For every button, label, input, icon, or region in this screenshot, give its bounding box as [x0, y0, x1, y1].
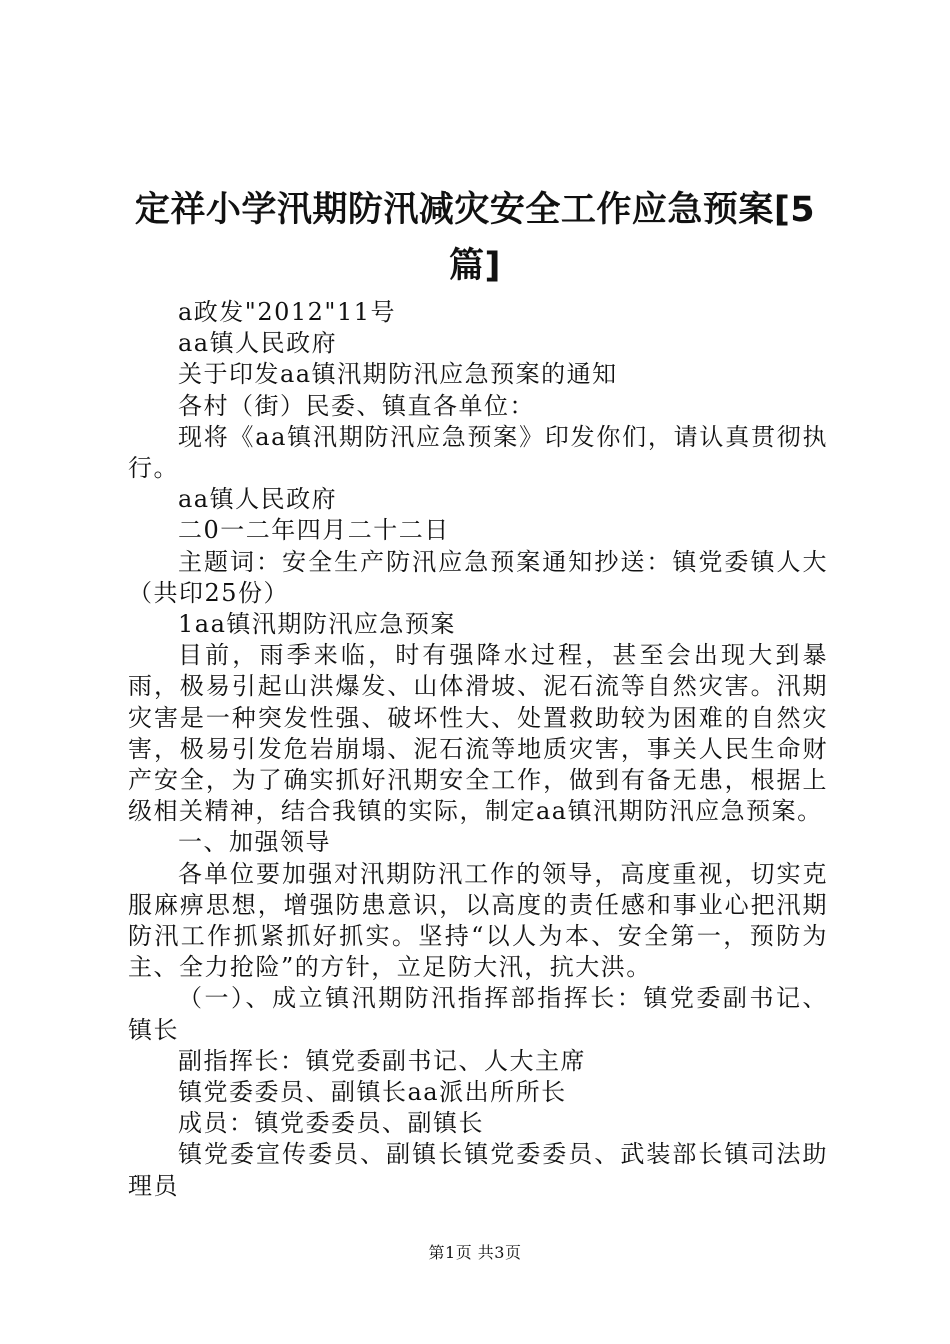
intro-paragraph: 目前，雨季来临，时有强降水过程，甚至会出现大到暴雨，极易引起山洪爆发、山体滑坡、泥石流等自然灾害。汛期灾害是一种突发性强、破坏性大、处置救助较为困难的自然灾害，极易引发危岩崩塌、泥石流等地质灾害，事关人民生命财产安全，为了确实抓好汛期安全工作，做到有备无患，根据上级相关精神，结合我镇的实际，制定aa镇汛期防汛应急预案。 [128, 641, 828, 826]
section-heading: 一、加强领导 [178, 828, 331, 857]
document-body [128, 297, 828, 1202]
doc-number-paragraph: a政发"2012"11号 [178, 298, 397, 326]
deputy-members-paragraph: 镇党委委员、副镇长aa派出所所长 [178, 1078, 567, 1107]
recipients-paragraph: 各村（街）民委、镇直各单位： [178, 391, 535, 420]
notice-body-paragraph: 现将《aa镇汛期防汛应急预案》印发你们，请认真贯彻执行。 [128, 422, 828, 483]
document-title: 定祥小学汛期防汛减灾安全工作应急预案[5篇] [134, 190, 816, 286]
keywords-paragraph: 主题词：安全生产防汛应急预案通知抄送：镇党委镇人大（共印25份） [128, 547, 828, 607]
leadership-paragraph: 各单位要加强对汛期防汛工作的领导，高度重视，切实克服麻痹思想，增强防患意识，以高度的责任感和事业心把汛期防汛工作抓紧抓好抓实。坚持“以人为本、安全第一，预防为主、全力抢险”的方针，立足防大汛，抗大洪。 [128, 859, 828, 982]
deputy-commander-paragraph: 副指挥长：镇党委副书记、人大主席 [178, 1046, 586, 1075]
date-paragraph: 二0一二年四月二十二日 [178, 516, 450, 545]
signature-paragraph: aa镇人民政府 [178, 485, 338, 514]
plan-title-paragraph: 1aa镇汛期防汛应急预案 [178, 610, 456, 639]
notice-title-paragraph: 关于印发aa镇汛期防汛应急预案的通知 [178, 360, 618, 389]
members-paragraph: 成员：镇党委委员、副镇长 [178, 1109, 484, 1138]
issuer-paragraph: aa镇人民政府 [178, 329, 338, 358]
command-paragraph: （一）、成立镇汛期防汛指挥部指挥长：镇党委副书记、镇长 [128, 984, 828, 1044]
members-detail-paragraph: 镇党委宣传委员、副镇长镇党委委员、武装部长镇司法助理员 [128, 1140, 828, 1200]
page-footer: 第1页 共3页 [428, 1243, 522, 1262]
